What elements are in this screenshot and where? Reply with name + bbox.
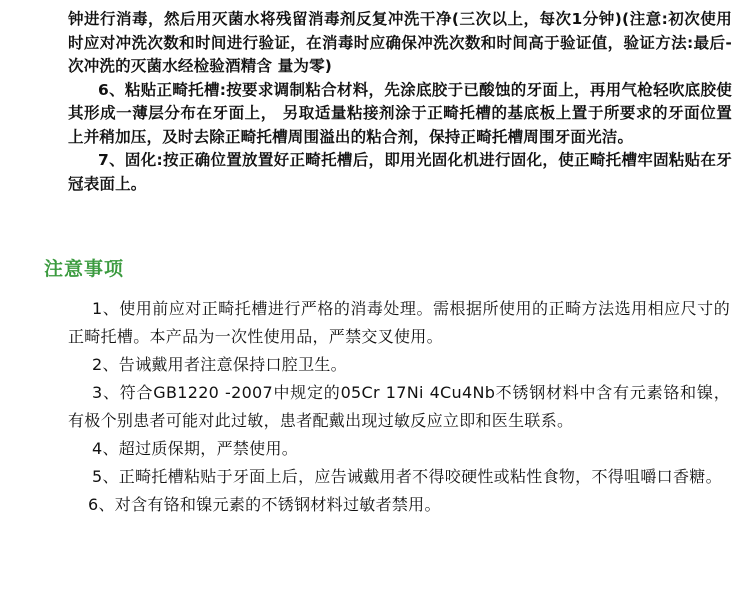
step-5-tail: 钟进行消毒，然后用灭菌水将残留消毒剂反复冲洗干净(三次以上，每次1分钟)(注意:初次使用时应对冲洗次数和时间进行验证，在消毒时应确保冲洗次数和时间高于验证值，验证方法:最后-次冲洗的灭菌水经检验酒精含 量为零) [68, 10, 732, 75]
note-item-4: 4、超过质保期，严禁使用。 [92, 439, 299, 458]
notes-list [68, 295, 730, 519]
step-7: 7、固化:按正确位置放置好正畸托槽后，即用光固化机进行固化，使正畸托槽牢固粘贴在牙冠表面上。 [68, 151, 732, 193]
note-item-3: 3、符合GB1220 -2007中规定的05Cr 17Ni 4Cu4Nb不锈钢材料中含有元素铬和镍，有极个别患者可能对此过敏，患者配戴出现过敏反应立即和医生联系。 [68, 383, 730, 430]
step-6: 6、粘贴正畸托槽:按要求调制粘合材料，先涂底胶于已酸蚀的牙面上，再用气枪轻吹底胶使其形成一薄层分布在牙面上， 另取适量粘接剂涂于正畸托槽的基底板上置于所要求的牙面位置上并稍加压，及时去除正畸托槽周围溢出的粘合剂，保持正畸托槽周围牙面光洁。 [68, 80, 732, 146]
note-item-2: 2、告诫戴用者注意保持口腔卫生。 [92, 355, 347, 374]
note-item-6: 6、对含有铬和镍元素的不锈钢材料过敏者禁用。 [88, 495, 441, 514]
note-item-1: 1、使用前应对正畸托槽进行严格的消毒处理。需根据所使用的正畸方法选用相应尺寸的正畸托槽。本产品为一次性使用品，严禁交叉使用。 [68, 299, 730, 346]
section-title: 注意事项 [44, 258, 125, 280]
note-item-5: 5、正畸托槽粘贴于牙面上后，应告诫戴用者不得咬硬性或粘性食物，不得咀嚼口香糖。 [92, 467, 722, 486]
procedure-steps [68, 0, 732, 196]
